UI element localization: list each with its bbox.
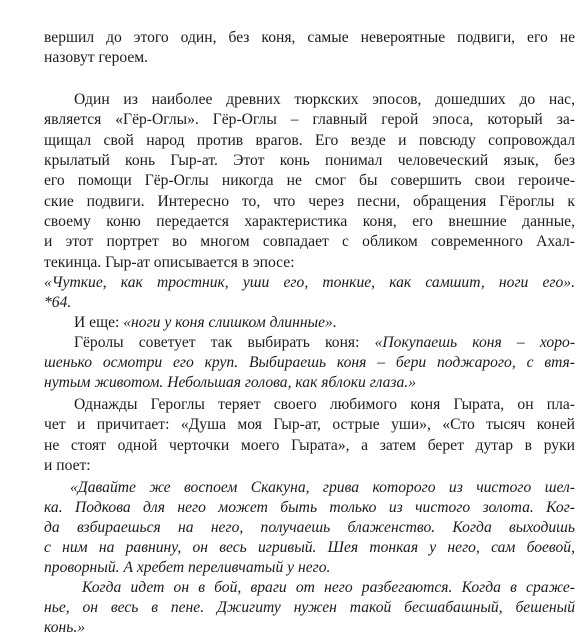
text-line: текинца. Гыр-ат описывается в эпосе: <box>44 254 295 271</box>
text-line <box>74 313 575 333</box>
text-line: щищал свой народ против врагов. Его везде и повсюду сопровождал <box>44 132 575 149</box>
text-line: чет и причитает: «Душа моя Гыр-ат, острые уши», «Сто тысяч коней <box>44 416 575 433</box>
paragraph-start-line: Однажды Героглы теряет своего любимого коня Гырата, он пла- <box>74 396 575 413</box>
quote-line: нутым животом. Небольшая голова, как яблоки глаза.» <box>44 374 416 391</box>
text-line: назовут героем. <box>44 49 149 66</box>
text-line: крылатый конь Гыр-ат. Этот конь понимал человеческий язык, без <box>44 152 575 169</box>
text-span: И еще: <box>74 314 124 331</box>
song-quote-line: с ним на равнину, он весь игривый. Шея тонкая у него, сам боевой, <box>44 539 575 556</box>
text-span: Гёролы советует так выбирать коня: <box>74 334 375 351</box>
song-quote-line: ка. Подкова для него может быть только из чистого золота. Ког- <box>44 499 575 516</box>
text-line: своему коню передается характеристика коня, его внешние данные, <box>44 213 575 230</box>
text-line: вершил до этого один, без коня, самые невероятные подвиги, его не <box>44 29 575 46</box>
paragraph-start-line: Один из наиболее древних тюркских эпосов, дошедших до нас, <box>74 91 575 108</box>
song-quote-line: нье, он весь в пене. Джигиту нужен такой бесшабашный, бешеный <box>44 599 575 616</box>
text-line: не стоят одной черточки моего Гырата», а затем берет дутар в руки <box>44 437 575 454</box>
song-quote-line: конь.» <box>44 619 86 636</box>
quote-span: «Покупаешь коня – хоро- <box>374 334 576 351</box>
text-line: и этот портрет во многом совпадает с обликом современного Ахал- <box>44 233 575 250</box>
quote-line: шенько осмотри его круп. Выбираешь коня – бери поджарого, с втя- <box>44 354 575 371</box>
text-line: его помощи Гёр-Оглы никогда не смог бы совершить свои героиче- <box>44 172 575 189</box>
epic-quote-line: «Чуткие, как тростник, уши его, тонкие, как самшит, ноги его». <box>44 274 575 291</box>
song-quote-line: Когда идет он в бой, враги от него разбегаются. Когда в сраже- <box>82 579 575 596</box>
text-line: ские подвиги. Интересно то, что через песни, обращения Гёроглы к <box>44 193 575 210</box>
quote-span: «ноги у коня слишком длинные». <box>123 314 337 331</box>
song-quote-line: проворный. А хребет переливчатый у него. <box>44 559 331 576</box>
text-line: и поет: <box>44 457 91 474</box>
song-quote-line: «Давайте же воспоем Скакуна, грива которого из чистого шел- <box>70 479 575 496</box>
text-line <box>74 333 575 353</box>
text-line: является «Гёр-Оглы». Гёр-Оглы – главный герой эпоса, который за- <box>44 111 575 128</box>
song-quote-line: да взбираешься на него, получаешь блаженство. Когда выходишь <box>44 519 575 536</box>
footnote-reference: *64. <box>44 294 72 311</box>
